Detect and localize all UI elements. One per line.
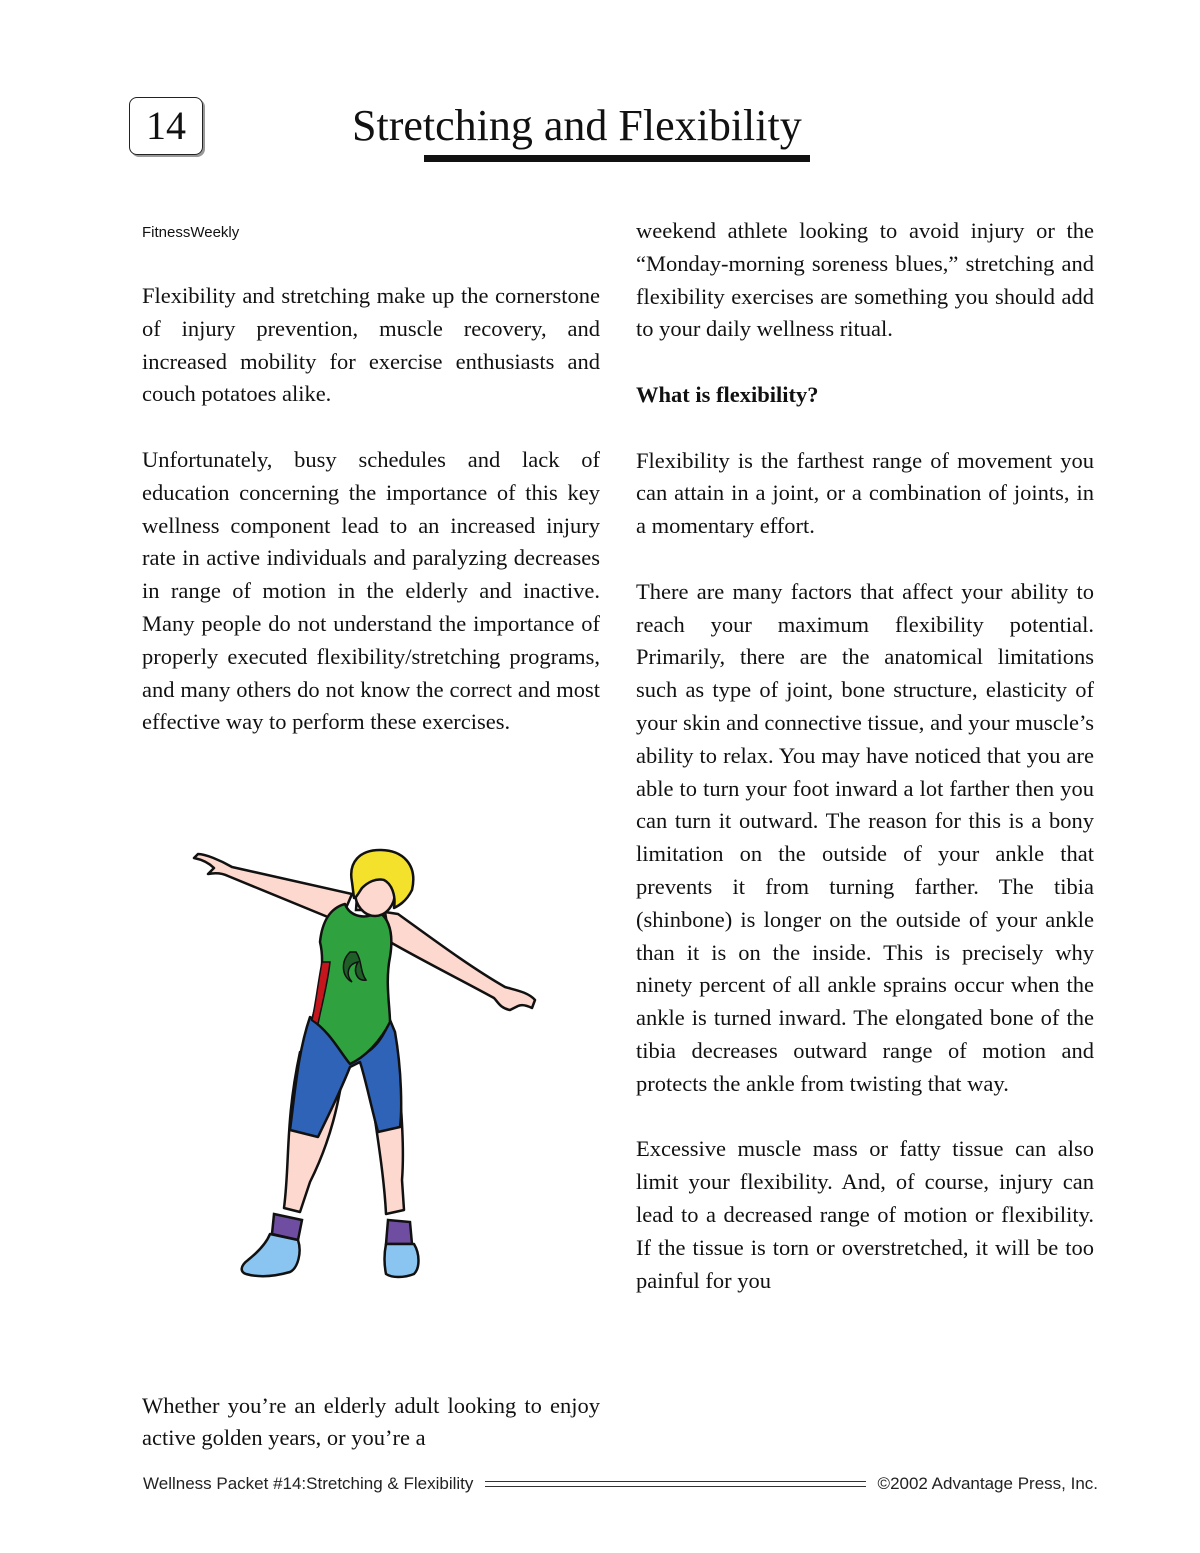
paragraph: Flexibility and stretching make up the cornerstone of injury prevention, muscle recovery, and increased mobility for exercise enthusiasts and couch potatoes alike. xyxy=(142,283,600,407)
left-shoe xyxy=(242,1234,300,1276)
paragraph: Flexibility is the farthest range of movement you can attain in a joint, or a combination of joints, in a momentary effort. xyxy=(636,447,1094,539)
right-column xyxy=(636,215,1094,1330)
footer-right: ©2002 Advantage Press, Inc. xyxy=(877,1474,1098,1493)
paragraph: weekend athlete looking to avoid injury or the “Monday-morning soreness blues,” stretching and flexibility exercises are something you should add to your daily wellness ritual. xyxy=(636,218,1094,342)
paragraph: Whether you’re an elderly adult looking to enjoy active golden years, or you’re a xyxy=(142,1392,600,1451)
right-sock xyxy=(386,1220,412,1244)
section-heading: What is flexibility? xyxy=(636,381,819,407)
footer-rule xyxy=(485,1481,865,1487)
left-arm xyxy=(194,854,352,922)
chapter-number-box xyxy=(129,97,203,155)
title-underline xyxy=(424,155,810,162)
left-column xyxy=(142,219,600,772)
stretching-woman-illustration xyxy=(180,842,550,1287)
footer-left: Wellness Packet #14:Stretching & Flexibility xyxy=(143,1474,474,1493)
chapter-number: 14 xyxy=(146,103,186,148)
right-arm xyxy=(385,912,535,1010)
page-title: Stretching and Flexibility xyxy=(352,101,802,150)
right-shoe xyxy=(385,1244,419,1277)
source-label: FitnessWeekly xyxy=(142,224,240,241)
paragraph: Unfortunately, busy schedules and lack of education concerning the importance of this key wellness component lead to an increased injury rate in active individuals and paralyzing decreases in range of motion in the elderly and inactive. Many people do not understand the importance of properly executed flexibility/stretching programs, and many others do not know the correct and most effective way to perform these exercises. xyxy=(142,446,600,735)
paragraph: There are many factors that affect your ability to reach your maximum flexibility potential. Primarily, there are the anatomical limitations such as type of joint, bone structure, elasticity of your skin and connective tissue, and your muscle’s ability to relax. You may have noticed that you are able to turn your foot inward a lot farther then you can turn it outward. The reason for this is a bony limitation on the outside of your ankle that prevents it from turning farther. The tibia (shinbone) is longer on the outside of your ankle than it is on the inside. This is precisely why ninety percent of all ankle sprains occur when the ankle is turned inward. The elongated bone of the tibia decreases outward range of motion and protects the ankle from twisting that way. xyxy=(636,578,1094,1096)
page-footer xyxy=(143,1471,1098,1497)
paragraph: Excessive muscle mass or fatty tissue can also limit your flexibility. And, of course, injury can lead to a decreased range of motion or flexibility. If the tissue is torn or overstretched, it will be too painful for you xyxy=(636,1136,1094,1293)
